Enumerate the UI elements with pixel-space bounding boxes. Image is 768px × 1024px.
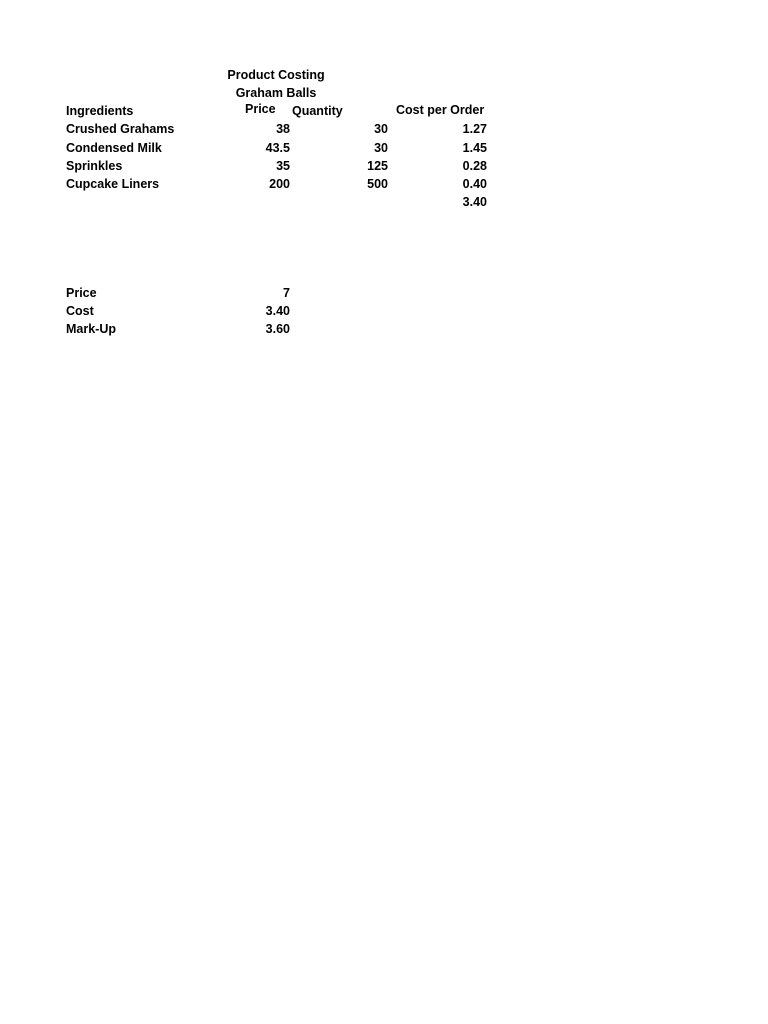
row-ingredient: Crushed Grahams xyxy=(66,122,175,136)
row-price: 43.5 xyxy=(265,141,290,155)
row-ingredient: Sprinkles xyxy=(66,159,123,173)
summary-value-cost: 3.40 xyxy=(265,304,290,318)
row-cost-per-order: 1.27 xyxy=(462,122,487,136)
row-quantity: 125 xyxy=(367,159,388,173)
row-price: 35 xyxy=(276,159,290,173)
row-quantity: 500 xyxy=(367,177,388,191)
row-quantity: 30 xyxy=(374,141,388,155)
row-cost-per-order: 0.40 xyxy=(462,177,487,191)
summary-label-price: Price xyxy=(66,286,97,300)
row-price: 38 xyxy=(276,122,290,136)
row-price: 200 xyxy=(269,177,290,191)
row-ingredient: Condensed Milk xyxy=(66,141,162,155)
row-quantity: 30 xyxy=(374,122,388,136)
header-quantity: Quantity xyxy=(292,104,343,118)
header-ingredients: Ingredients xyxy=(66,104,134,118)
header-cost-per-order: Cost per Order xyxy=(396,103,485,117)
summary-label-cost: Cost xyxy=(66,304,94,318)
row-ingredient: Cupcake Liners xyxy=(66,177,160,191)
summary-value-price: 7 xyxy=(283,286,290,300)
page-subtitle: Graham Balls xyxy=(235,86,317,100)
total-cost-per-order: 3.40 xyxy=(462,195,487,209)
summary-value-markup: 3.60 xyxy=(265,322,290,336)
summary-label-markup: Mark-Up xyxy=(66,322,117,336)
page-title: Product Costing xyxy=(227,68,325,82)
header-price: Price xyxy=(245,102,276,116)
row-cost-per-order: 1.45 xyxy=(462,141,487,155)
row-cost-per-order: 0.28 xyxy=(462,159,487,173)
